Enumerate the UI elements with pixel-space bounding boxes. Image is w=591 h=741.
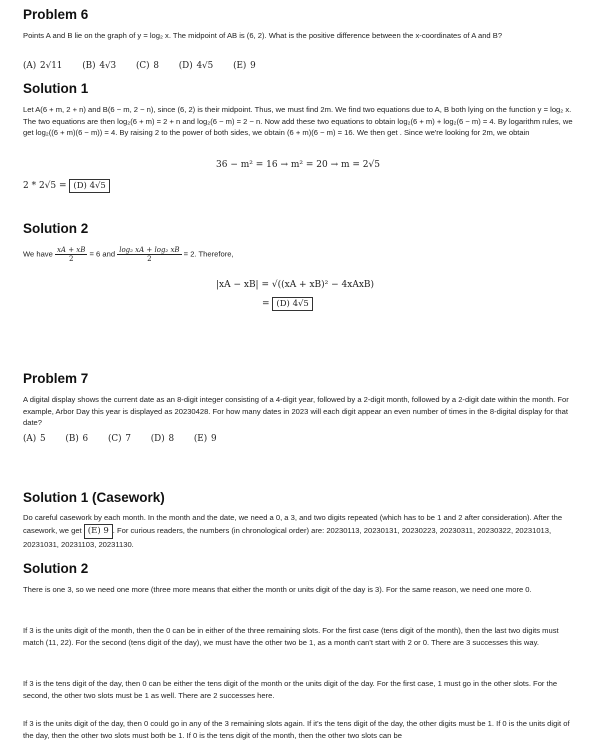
answer-box: (D) 4√5 bbox=[69, 179, 109, 193]
choice-d: (D) 4√5 bbox=[178, 61, 214, 71]
solution-2-line-1: |xA − xB| = √((xA + xB)² − 4xAxB) bbox=[216, 280, 375, 290]
solution-2b-title: Solution 2 bbox=[23, 561, 89, 576]
choice-e: (E) 9 bbox=[193, 434, 217, 444]
fraction-log bbox=[117, 246, 181, 263]
solution-2b-para-3: If 3 is the tens digit of the day, then 0 can be either the tens digit of the month or the units digit of the day. For the first case, 1 must go in the other slots. For the second, the other two slots must be 1 as well. There are 2 successes here. bbox=[23, 679, 558, 700]
solution-2-intro bbox=[23, 246, 573, 263]
solution-casework-text bbox=[23, 512, 573, 551]
solution-2b-para-4: If 3 is the units digit of the day, then 0 could go in any of the 3 remaining slots again. If it's the tens digit of the day, the other digits must be 1. If 0 is the units digit of the day, then the other two slots must both be 1. If 0 is the tens digit of the month, then the other two slots can be bbox=[23, 719, 570, 740]
fraction-sum bbox=[55, 246, 87, 263]
problem-6-choices bbox=[23, 61, 573, 71]
solution-1-text: Let A(6 + m, 2 + n) and B(6 − m, 2 − n), since (6, 2) is their midpoint. Thus, we must find 2m. We find two equations due to A, B both lying on the function y = log₂ x. The two equations are then log₂(6 + m) = 2 + n and log₂(6 − m) = 2 − n. Now add these two equations to obtain log₂(6 + m) + log₂(6 − m) = 4. By logarithm rules, we get log₂((6 + m)(6 − m)) = 4. By raising 2 to the power of both sides, we obtain (6 + m)(6 − m) = 16. We then get . Since we're looking for 2m, we obtain bbox=[23, 105, 573, 137]
solution-1-equation: 36 − m² = 16 → m² = 20 → m = 2√5 bbox=[216, 160, 380, 170]
eq1-text: = 6 and bbox=[89, 249, 116, 259]
choice-b: (B) 6 bbox=[65, 434, 89, 444]
answer-box-2: (D) 4√5 bbox=[272, 297, 312, 311]
solution-2b-para-1: There is one 3, so we need one more (three more means that either the month or units digit of the day is 3). For the same reason, we need one more 0. bbox=[23, 585, 532, 594]
we-have-text: We have bbox=[23, 249, 53, 259]
fraction-sum-numerator: xA + xB bbox=[56, 246, 86, 254]
solution-2-title: Solution 2 bbox=[23, 221, 89, 236]
answer-box-3: (E) 9 bbox=[84, 524, 113, 540]
fraction-log-denominator: 2 bbox=[147, 255, 152, 263]
solution-1-title: Solution 1 bbox=[23, 81, 89, 96]
choice-a: (A) 5 bbox=[23, 434, 46, 444]
choice-a: (A) 2√11 bbox=[23, 61, 63, 71]
problem-6-text: Points A and B lie on the graph of y = log₂ x. The midpoint of AB is (6, 2). What is the positive difference between the x-coordinates of A and B? bbox=[23, 31, 503, 40]
fraction-sum-denominator: 2 bbox=[68, 255, 74, 263]
result-prefix: 2 * 2√5 = bbox=[23, 181, 67, 191]
solution-casework-title: Solution 1 (Casework) bbox=[23, 490, 165, 505]
fraction-log-numerator: log₂ xA + log₂ xB bbox=[119, 246, 180, 254]
problem-7-title: Problem 7 bbox=[23, 371, 89, 386]
choice-b: (B) 4√3 bbox=[82, 61, 117, 71]
casework-text-before: Do careful casework by each month. In the month and the date, we need a 0, a 3, and two digits repeated (which has to be 1 and 2 after consideration). After the casework, we get bbox=[23, 513, 563, 535]
problem-7-choices bbox=[23, 434, 573, 444]
eq2-text: = 2. Therefore, bbox=[183, 249, 234, 259]
casework-text-after: . For curious readers, the numbers (in chronological order) are: 20230113, 20230131, 20230223, 20230311, 20230322, 20231013, 20231031, 20231103, 20231130. bbox=[23, 525, 552, 549]
solution-2b-para-2: If 3 is the units digit of the month, then the 0 can be in either of the three remaining slots. For the first case (tens digit of the month), then the last two digits must match (11, 22). For the second (tens digit of the day), we must have the other two be 1, as a month can't start with 2 or 0. There are 3 successes this way. bbox=[23, 626, 559, 647]
problem-7-text: A digital display shows the current date as an 8-digit integer consisting of a 4-digit year, followed by a 2-digit month, followed by a 2-digit date within the month. For example, Arbor Day this year is displayed as 20230428. For how many dates in 2023 will each digit appear an even number of times in the 8-digital display for that date? bbox=[23, 395, 569, 427]
choice-e: (E) 9 bbox=[233, 61, 256, 71]
solution-1-result bbox=[23, 179, 573, 193]
solution-2-line-2 bbox=[262, 297, 313, 311]
problem-6-title: Problem 6 bbox=[23, 7, 89, 22]
choice-d: (D) 8 bbox=[150, 434, 175, 444]
choice-c: (C) 7 bbox=[107, 434, 131, 444]
choice-c: (C) 8 bbox=[135, 61, 159, 71]
line2-prefix: = bbox=[262, 299, 270, 309]
